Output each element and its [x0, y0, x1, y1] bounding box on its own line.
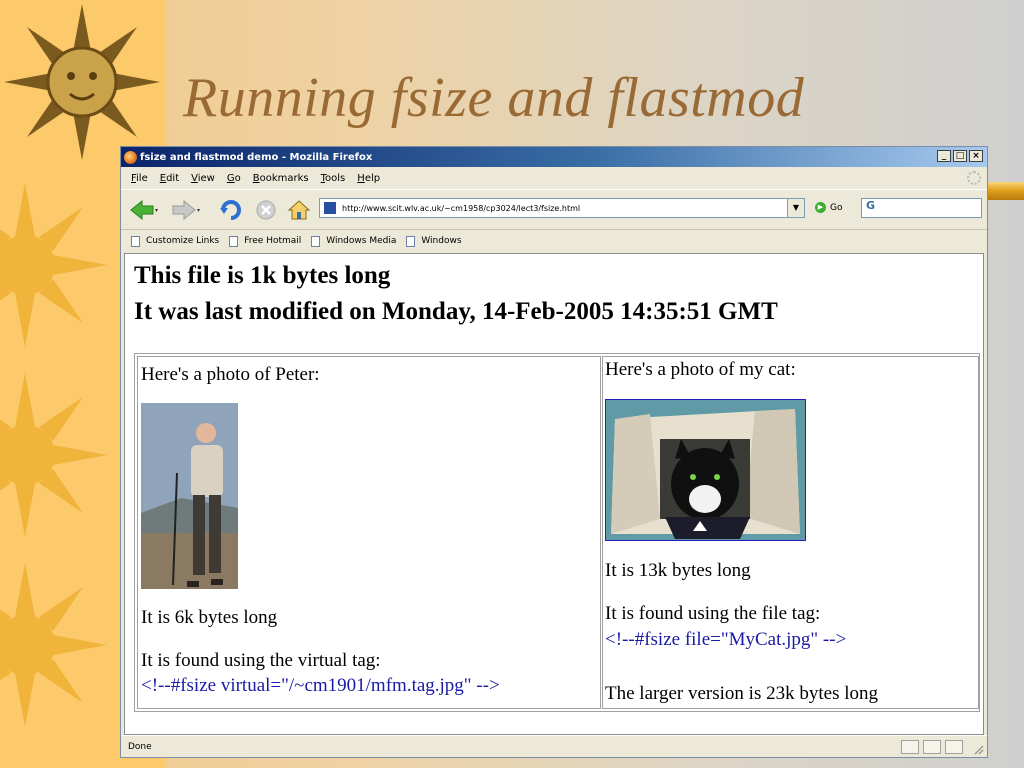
bookmark-customize-links[interactable] — [131, 236, 219, 247]
forecast-icon[interactable] — [923, 740, 941, 754]
go-button[interactable] — [815, 202, 842, 213]
cat-photo — [605, 399, 806, 541]
bookmark-label: Free Hotmail — [244, 236, 302, 246]
cat-size-text: It is 13k bytes long — [605, 560, 751, 581]
menu-bar — [121, 167, 987, 189]
bookmark-label: Windows Media — [326, 236, 397, 246]
table-cell-peter — [137, 356, 601, 709]
throbber-icon — [967, 171, 981, 185]
page-icon — [131, 236, 140, 247]
bookmark-label: Windows — [421, 236, 462, 246]
menu-bookmarks[interactable]: Bookmarks — [252, 172, 309, 184]
go-arrow-icon: ▶ — [815, 202, 826, 213]
peter-found-text: It is found using the virtual tag: — [141, 650, 381, 671]
page-icon — [229, 236, 238, 247]
peter-size-text: It is 6k bytes long — [141, 607, 278, 628]
reload-icon[interactable] — [219, 199, 243, 221]
menu-help[interactable]: Help — [357, 172, 381, 184]
bookmarks-toolbar — [121, 229, 987, 252]
go-label: Go — [830, 202, 843, 213]
menu-file[interactable]: File — [131, 172, 148, 184]
cat-caption: Here's a photo of my cat: — [605, 359, 796, 380]
firefox-icon — [124, 151, 137, 164]
url-bar[interactable] — [319, 198, 805, 218]
navigation-toolbar — [121, 189, 987, 230]
forward-arrow-icon[interactable] — [171, 199, 201, 221]
table-cell-cat — [602, 356, 979, 709]
close-button[interactable]: × — [969, 150, 983, 162]
peter-photo — [141, 403, 238, 589]
url-dropdown-chevron-down-icon[interactable]: ▼ — [787, 199, 804, 217]
menu-go[interactable]: Go — [226, 172, 241, 184]
decorative-gold-bar — [986, 182, 1024, 200]
peter-fsize-code: <!--#fsize virtual="/~cm1901/mfm.tag.jpg" --> — [141, 675, 500, 696]
weather-icon[interactable] — [901, 740, 919, 754]
radar-icon[interactable] — [945, 740, 963, 754]
bookmark-label: Customize Links — [146, 236, 220, 246]
minimize-button[interactable]: _ — [937, 150, 951, 162]
menu-edit[interactable]: Edit — [159, 172, 180, 184]
sun-emblem-icon — [2, 2, 162, 162]
browser-window — [120, 146, 988, 758]
menu-tools[interactable]: Tools — [320, 172, 346, 184]
slide-title: Running fsize and flastmod — [183, 67, 805, 129]
cat-found-text: It is found using the file tag: — [605, 603, 821, 624]
bookmark-windows-media[interactable] — [311, 236, 396, 247]
peter-caption: Here's a photo of Peter: — [141, 364, 320, 385]
window-titlebar[interactable] — [121, 147, 987, 167]
stop-icon[interactable] — [255, 199, 277, 221]
bookmark-windows[interactable] — [406, 236, 461, 247]
photo-table — [134, 353, 980, 712]
last-modified-heading: It was last modified on Monday, 14-Feb-2005 14:35:51 GMT — [134, 298, 778, 325]
site-favicon-icon — [324, 202, 336, 214]
cat-larger-version-text: The larger version is 23k bytes long — [605, 683, 878, 704]
status-text: Done — [128, 741, 152, 752]
sun-decoration-icon — [0, 180, 110, 350]
home-icon[interactable] — [287, 199, 311, 221]
page-icon — [311, 236, 320, 247]
search-input[interactable]: G — [861, 198, 982, 218]
page-icon — [406, 236, 415, 247]
status-bar — [121, 735, 987, 757]
cat-fsize-code: <!--#fsize file="MyCat.jpg" --> — [605, 629, 847, 650]
maximize-button[interactable]: □ — [953, 150, 967, 162]
window-controls — [937, 150, 983, 162]
file-size-heading: This file is 1k bytes long — [134, 262, 391, 289]
sun-decoration-icon — [0, 560, 110, 730]
back-arrow-icon[interactable] — [129, 199, 159, 221]
page-content — [124, 253, 984, 735]
resize-grip-icon[interactable] — [973, 744, 984, 755]
window-title: fsize and flastmod demo - Mozilla Firefox — [140, 151, 373, 163]
menu-view[interactable]: View — [191, 172, 215, 184]
url-text[interactable]: http://www.scit.wlv.ac.uk/~cm1958/cp3024/lect3/fsize.html — [342, 203, 581, 213]
sun-decoration-icon — [0, 370, 110, 540]
bookmark-free-hotmail[interactable] — [229, 236, 301, 247]
